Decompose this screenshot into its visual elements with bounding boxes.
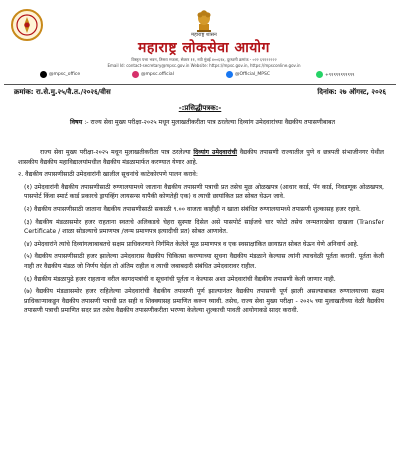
social-label: @mpsc_office bbox=[49, 72, 81, 77]
social-item[interactable] bbox=[316, 71, 355, 78]
notice-body bbox=[18, 148, 384, 319]
emblem-caption: महाराष्ट्र शासन bbox=[191, 32, 217, 38]
social-label: +९१९९९९९९९९९ bbox=[325, 72, 355, 78]
letterhead bbox=[4, 4, 396, 100]
social-label: @mpsc.official bbox=[141, 72, 174, 77]
social-item[interactable] bbox=[132, 71, 174, 78]
x-icon bbox=[40, 71, 47, 78]
social-item[interactable] bbox=[40, 71, 80, 78]
intro-text: वैद्यकीय तपासणी राज्यातील पुणे व छत्रपती संभाजीनगर येथील शासकीय वैद्यकीय महाविद्यालयांमधील वैद्यकीय मंडळामार्फत करण्यात येणार आहे. bbox=[18, 149, 384, 166]
instagram-icon bbox=[132, 71, 139, 78]
instruction-item: (१) उमेदवारांनी वैद्यकीय तपासणीसाठी रुग्णालयामध्ये जाताना वैद्यकीय तपासणी पत्राची प्रत तसेच मूळ ओळखपत्र (आधार कार्ड, पॅन कार्ड, निवडणूक ओळखपत्र, पासपोर्ट किंवा स्मार्ट कार्ड प्रकारचे ड्रायव्हिंग लायसन्स यापैकी कोणतेही एक) व त्याची छायांकित प्रत सोबत घेऊन जावे. bbox=[24, 183, 384, 201]
header-divider bbox=[4, 84, 396, 85]
social-item[interactable] bbox=[226, 71, 270, 78]
reference-number: क्रमांक: रा.से.मु.२५/वै.त./२०२६/वीस bbox=[14, 88, 111, 96]
instruction-item: (३) वैद्यकीय मंडळासमोर हजर राहताना स्वतःचे अलिकडचे चेहरा सुस्पष्ट दिसेल असे पासपोर्ट साईजचे चार फोटो तसेच जन्मतारखेचा दाखला (Transfer Certificate / शाळा सोडल्याचे प्रमाणपत्र /जन्म प्रमाणपत्र इत्यादीची प्रत) सोबत आणावेत. bbox=[24, 218, 384, 236]
instruction-item: (७) वैद्यकीय मंडळासमोर हजर राहिलेल्या उमेदवारांची वैद्यकीय तपासणी पूर्ण झाल्यानंतर वैद्यकीय तपासणी पूर्ण झाली असल्याबाबत रुग्णालयाच्या सक्षम प्राधिकाऱ्याकडून वैद्यकीय तपासणी पत्राची प्रत सही व शिक्क्यासह प्रमाणित करून घ्यावी. तसेच, राज्य सेवा मुख्य परीक्षा - २०२५ च्या मुलाखतीच्या वेळी वैद्यकीय तपासणी पत्राची प्रमाणित सदर प्रत तसेच वैद्यकीय तपासणीकरीता भरण्या केलेल्या शुल्काची पावती आयोगाकडे सादर करावी. bbox=[24, 288, 384, 315]
social-label: @Official_MPSC bbox=[235, 72, 270, 77]
press-release-title: -:प्रसिद्धीपत्रक:- bbox=[178, 104, 222, 112]
instruction-item: (२) वैद्यकीय तपासणीसाठी जाताना वैद्यकीय तपासणीसाठी सकाळी ९.०० वाजता काहीही न खाता संबंधित रुग्णालयामध्ये तपासणी शुल्कासह हजर रहावे. bbox=[24, 205, 361, 213]
state-emblem-icon bbox=[190, 6, 218, 34]
subject-text: :- राज्य सेवा मुख्य परीक्षा-२०२५ मधून मुलाखतीकरीता पात्र ठरलेल्या दिव्यांग उमेदवारांच्या वैद्यकीय तपासणीबाबत bbox=[84, 119, 336, 126]
facebook-icon bbox=[226, 71, 233, 78]
intro-text: राज्य सेवा मुख्य परीक्षा-२०२५ मधून मुलाखतीकरीता पात्र ठरलेल्या bbox=[40, 149, 194, 156]
instruction-item: (६) वैद्यकीय मंडळापुढे हजर राहताना वरील कागदपत्रांची व सूचनांची पूर्तता न केल्यास अशा उमेदवारांची वैद्यकीय तपासणी केली जाणार नाही. bbox=[24, 275, 336, 283]
instruction-item: (४) उमेदवारांने त्यांचे दिव्यांगत्वाबाबतचे सक्षम प्राधिकरणाने निर्गमित केलेले मूळ प्रमाणपत्र व एक स्वसाक्षांकित छायाप्रत सोबत घेऊन येणे अनिवार्य आहे. bbox=[24, 240, 359, 248]
intro-emphasis: दिव्यांग उमेदवारांची bbox=[193, 149, 238, 156]
reference-row bbox=[14, 88, 386, 100]
issue-date: दिनांक: २७ ऑगस्ट, २०२६ bbox=[317, 88, 386, 96]
instruction-item: (५) वैद्यकीय तपासणीसाठी हजर झालेल्या उमेदवारास वैद्यकीय चिकित्सा करण्याच्या सूचना वैद्यकीय मंडळाने केल्यास त्यांनी त्याचवेळी पूर्तता करावी. पूर्तता केली नाही तर वैद्यकीय मंडळ जो निर्णय घेईल तो अंतिम राहील व त्याची जबाबदारी संबंधित उमेदवारावर राहील. bbox=[24, 253, 384, 270]
mpsc-logo-icon bbox=[10, 8, 44, 42]
office-address: विस्तृत पत्ता भवन, तिसरा मजला, सेक्टर ११, नवी मुंबई ४००६१४, दूरध्वनी क्रमांक - ०२२ ६९१२२२२२ bbox=[131, 57, 277, 62]
subject-block bbox=[70, 118, 340, 127]
organization-name: महाराष्ट्र लोकसेवा आयोग bbox=[138, 40, 270, 56]
contact-details: Email Id: contact-secretary@mpsc.gov.in Website: https://mpsc.gov.in, https://mpsconline.gov.in bbox=[107, 63, 301, 68]
social-links bbox=[4, 71, 396, 81]
instructions-heading: २. वैद्यकीय तपासणीसाठी उमेदवारांनी खालील सूचनांचे काटेकोरपणे पालन करावे: bbox=[18, 171, 198, 179]
intro-paragraph bbox=[18, 148, 384, 167]
subject-label: विषय bbox=[70, 119, 83, 126]
whatsapp-icon bbox=[316, 71, 323, 78]
